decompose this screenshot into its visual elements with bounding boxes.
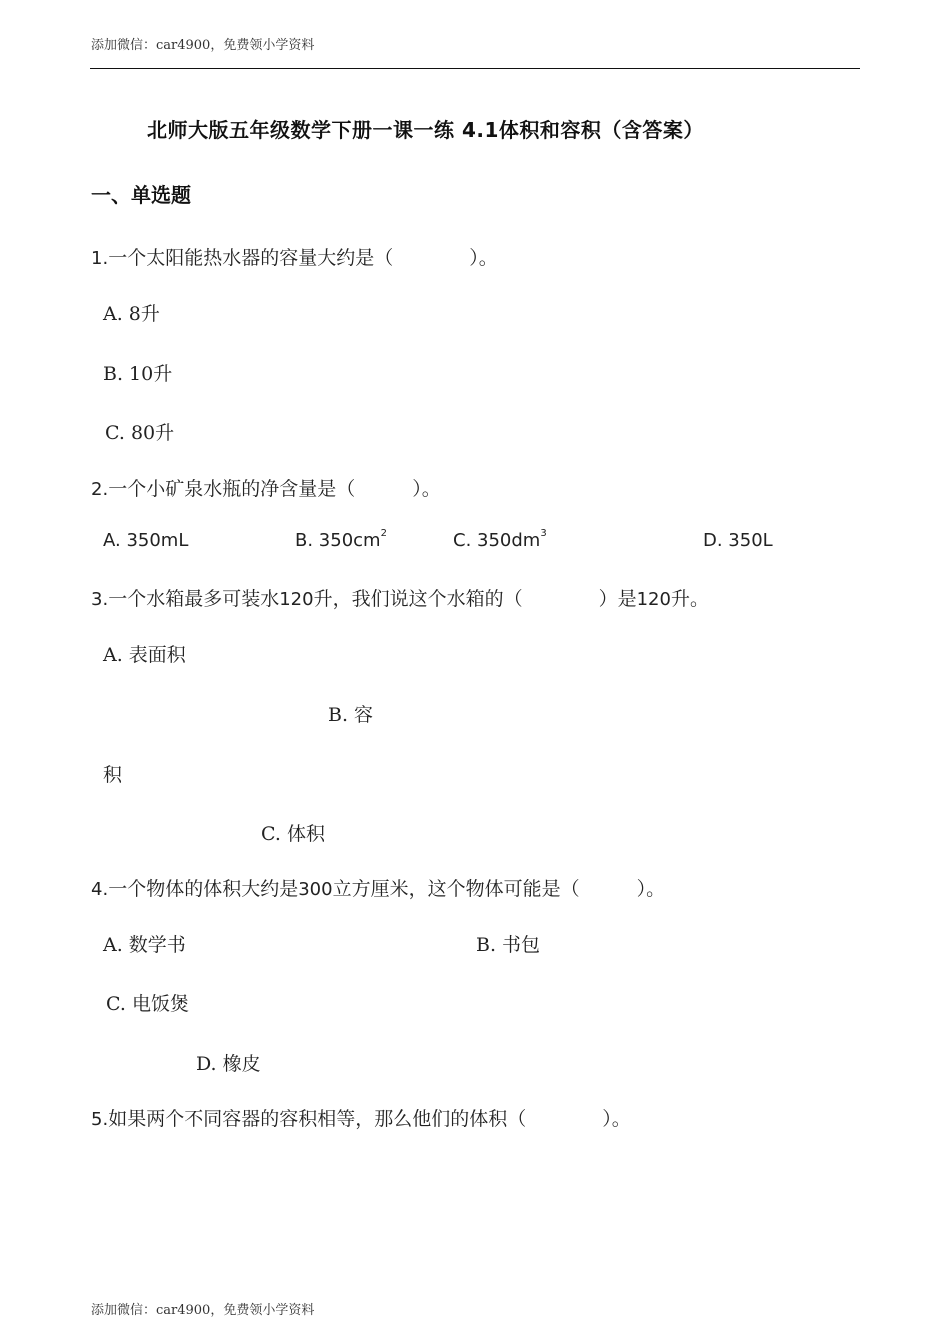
question-text: 一个太阳能热水器的容量大约是（ ）。 <box>108 247 498 269</box>
option-c-base: C. 350dm <box>453 530 541 551</box>
question-4 <box>91 874 665 901</box>
question-2 <box>91 474 441 501</box>
question-number-value: 120 <box>636 589 671 610</box>
q2-option-c <box>453 530 547 551</box>
question-number-value: 300 <box>298 879 333 900</box>
q3-option-a: A. 表面积 <box>103 644 186 666</box>
q2-option-a: A. 350mL <box>103 530 189 551</box>
page-header: 添加微信：car4900，免费领小学资料 <box>91 38 315 53</box>
document-title: 北师大版五年级数学下册一课一练 4.1体积和容积（含答案） <box>147 118 704 142</box>
q4-option-d: D. 橡皮 <box>196 1053 261 1075</box>
question-text-part: 立方厘米，这个物体可能是（ ）。 <box>332 878 666 900</box>
question-number: 2. <box>91 479 109 500</box>
question-number: 3. <box>91 589 109 610</box>
question-number: 4. <box>91 879 109 900</box>
q4-option-a: A. 数学书 <box>103 934 186 956</box>
question-text-part: 升。 <box>670 588 709 610</box>
question-number-value: 120 <box>279 589 314 610</box>
q3-option-b-wrap: 积 <box>103 764 123 786</box>
q4-option-c: C. 电饭煲 <box>106 993 189 1015</box>
question-5 <box>91 1104 631 1131</box>
question-text-part: 升，我们说这个水箱的（ ）是 <box>313 588 637 610</box>
q3-option-c: C. 体积 <box>261 823 325 845</box>
question-text: 一个小矿泉水瓶的净含量是（ ）。 <box>108 478 441 500</box>
q2-option-d: D. 350L <box>703 530 773 551</box>
q4-option-b: B. 书包 <box>476 934 541 956</box>
question-1 <box>91 243 498 270</box>
option-b-superscript: 2 <box>380 528 387 539</box>
question-3 <box>91 584 709 611</box>
option-b-base: B. 350cm <box>295 530 381 551</box>
q2-option-b <box>295 530 387 551</box>
question-text-part: 一个水箱最多可装水 <box>108 588 280 610</box>
question-number: 5. <box>91 1109 109 1130</box>
question-number: 1. <box>91 248 109 269</box>
q1-option-c: C. 80升 <box>105 422 175 444</box>
q1-option-a: A. 8升 <box>103 303 160 325</box>
question-text-part: 一个物体的体积大约是 <box>108 878 299 900</box>
option-c-superscript: 3 <box>540 528 547 539</box>
q3-option-b: B. 容 <box>328 704 374 726</box>
q1-option-b: B. 10升 <box>103 363 173 385</box>
question-text: 如果两个不同容器的容积相等，那么他们的体积（ ）。 <box>108 1108 631 1130</box>
section-heading: 一、单选题 <box>91 183 191 207</box>
header-rule <box>90 68 860 69</box>
page-footer: 添加微信：car4900，免费领小学资料 <box>91 1303 315 1318</box>
